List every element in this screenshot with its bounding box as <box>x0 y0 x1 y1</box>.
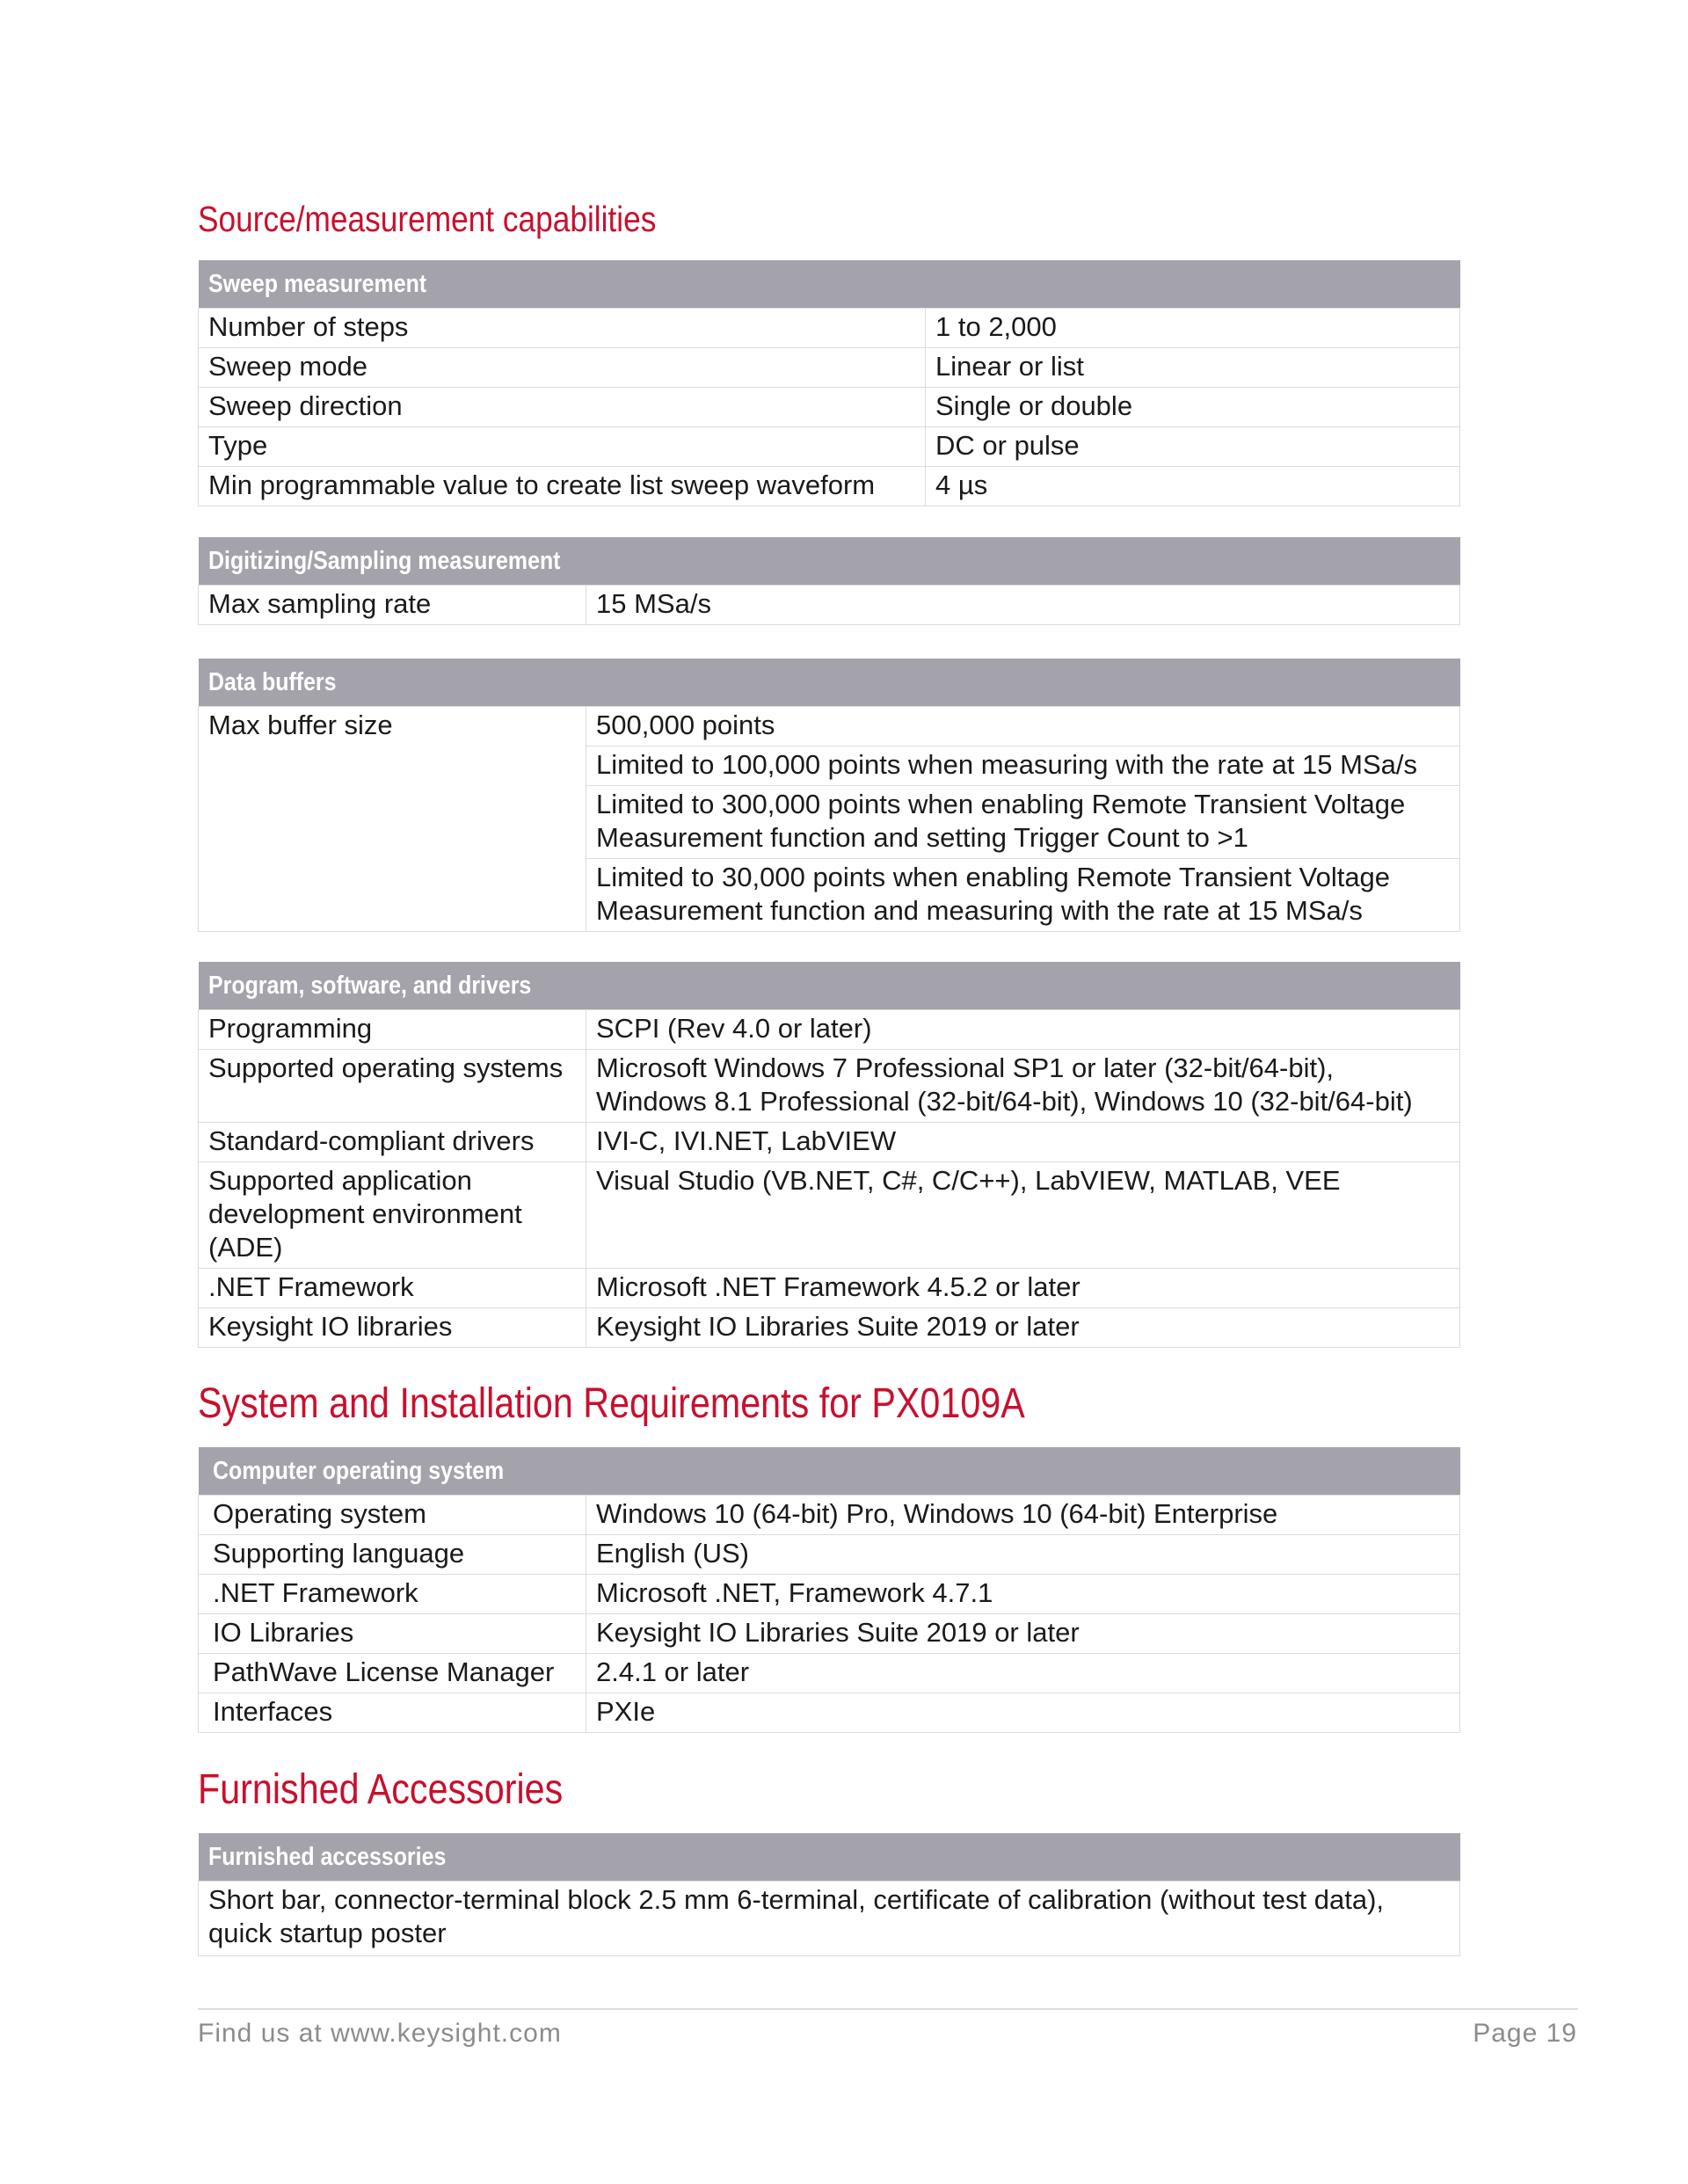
table-data-buffers <box>198 659 1460 932</box>
table-header: Data buffers <box>199 659 1460 707</box>
table-sweep-measurement <box>198 260 1460 506</box>
heading-system-requirements: System and Installation Requirements for PX0109A <box>198 1380 1025 1427</box>
table-row: .NET Framework Microsoft .NET, Framework 4.7.1 <box>199 1575 1460 1614</box>
heading-furnished-accessories: Furnished Accessories <box>198 1766 564 1813</box>
table-row: Interfaces PXIe <box>199 1693 1460 1733</box>
table-header: Furnished accessories <box>199 1833 1460 1882</box>
table-row: PathWave License Manager 2.4.1 or later <box>199 1654 1460 1693</box>
table-row: Supported operating systems Microsoft Windows 7 Professional SP1 or later (32-bit/64-bit), Windows 8.1 Professional (32-bit/64-bit), Windows 10 (32-bit/64-bit) <box>199 1050 1460 1123</box>
table-row: Supporting language English (US) <box>199 1535 1460 1575</box>
table-row: Limited to 30,000 points when enabling Remote Transient Voltage Measurement function and measuring with the rate at 15 MSa/s <box>199 859 1460 932</box>
table-digitizing <box>198 537 1460 625</box>
table-row: Max buffer size 500,000 points <box>199 707 1460 746</box>
table-program-software <box>198 962 1460 1348</box>
table-row: Programming SCPI (Rev 4.0 or later) <box>199 1010 1460 1050</box>
table-computer-os <box>198 1447 1460 1733</box>
table-header: Program, software, and drivers <box>199 962 1460 1010</box>
table-header: Sweep measurement <box>199 260 1460 309</box>
table-furnished-accessories <box>198 1833 1460 1956</box>
table-row: Limited to 300,000 points when enabling Remote Transient Voltage Measurement function and setting Trigger Count to >1 <box>199 786 1460 859</box>
table-row: Short bar, connector-terminal block 2.5 mm 6-terminal, certificate of calibration (without test data), quick startup poster <box>199 1882 1460 1956</box>
footer-divider <box>198 2008 1578 2010</box>
table-row: Limited to 100,000 points when measuring with the rate at 15 MSa/s <box>199 746 1460 786</box>
footer-page-number: Page 19 <box>1473 2019 1577 2048</box>
footer-website: Find us at www.keysight.com <box>198 2019 562 2048</box>
heading-source-measurement: Source/measurement capabilities <box>198 199 657 239</box>
table-row: .NET Framework Microsoft .NET Framework 4.5.2 or later <box>199 1269 1460 1308</box>
table-row: IO Libraries Keysight IO Libraries Suite 2019 or later <box>199 1614 1460 1654</box>
table-header: Computer operating system <box>199 1447 1460 1496</box>
table-row: Min programmable value to create list sweep waveform 4 µs <box>199 467 1460 506</box>
table-row: Number of steps 1 to 2,000 <box>199 309 1460 348</box>
table-row: Sweep mode Linear or list <box>199 348 1460 388</box>
table-row: Sweep direction Single or double <box>199 388 1460 427</box>
table-row: Max sampling rate 15 MSa/s <box>199 586 1460 625</box>
table-row: Standard-compliant drivers IVI-C, IVI.NET, LabVIEW <box>199 1123 1460 1162</box>
table-row: Operating system Windows 10 (64-bit) Pro, Windows 10 (64-bit) Enterprise <box>199 1496 1460 1535</box>
table-row: Supported application development environment (ADE) Visual Studio (VB.NET, C#, C/C++), LabVIEW, MATLAB, VEE <box>199 1162 1460 1269</box>
table-row: Keysight IO libraries Keysight IO Libraries Suite 2019 or later <box>199 1308 1460 1348</box>
table-row: Type DC or pulse <box>199 427 1460 467</box>
table-header: Digitizing/Sampling measurement <box>199 537 1460 586</box>
